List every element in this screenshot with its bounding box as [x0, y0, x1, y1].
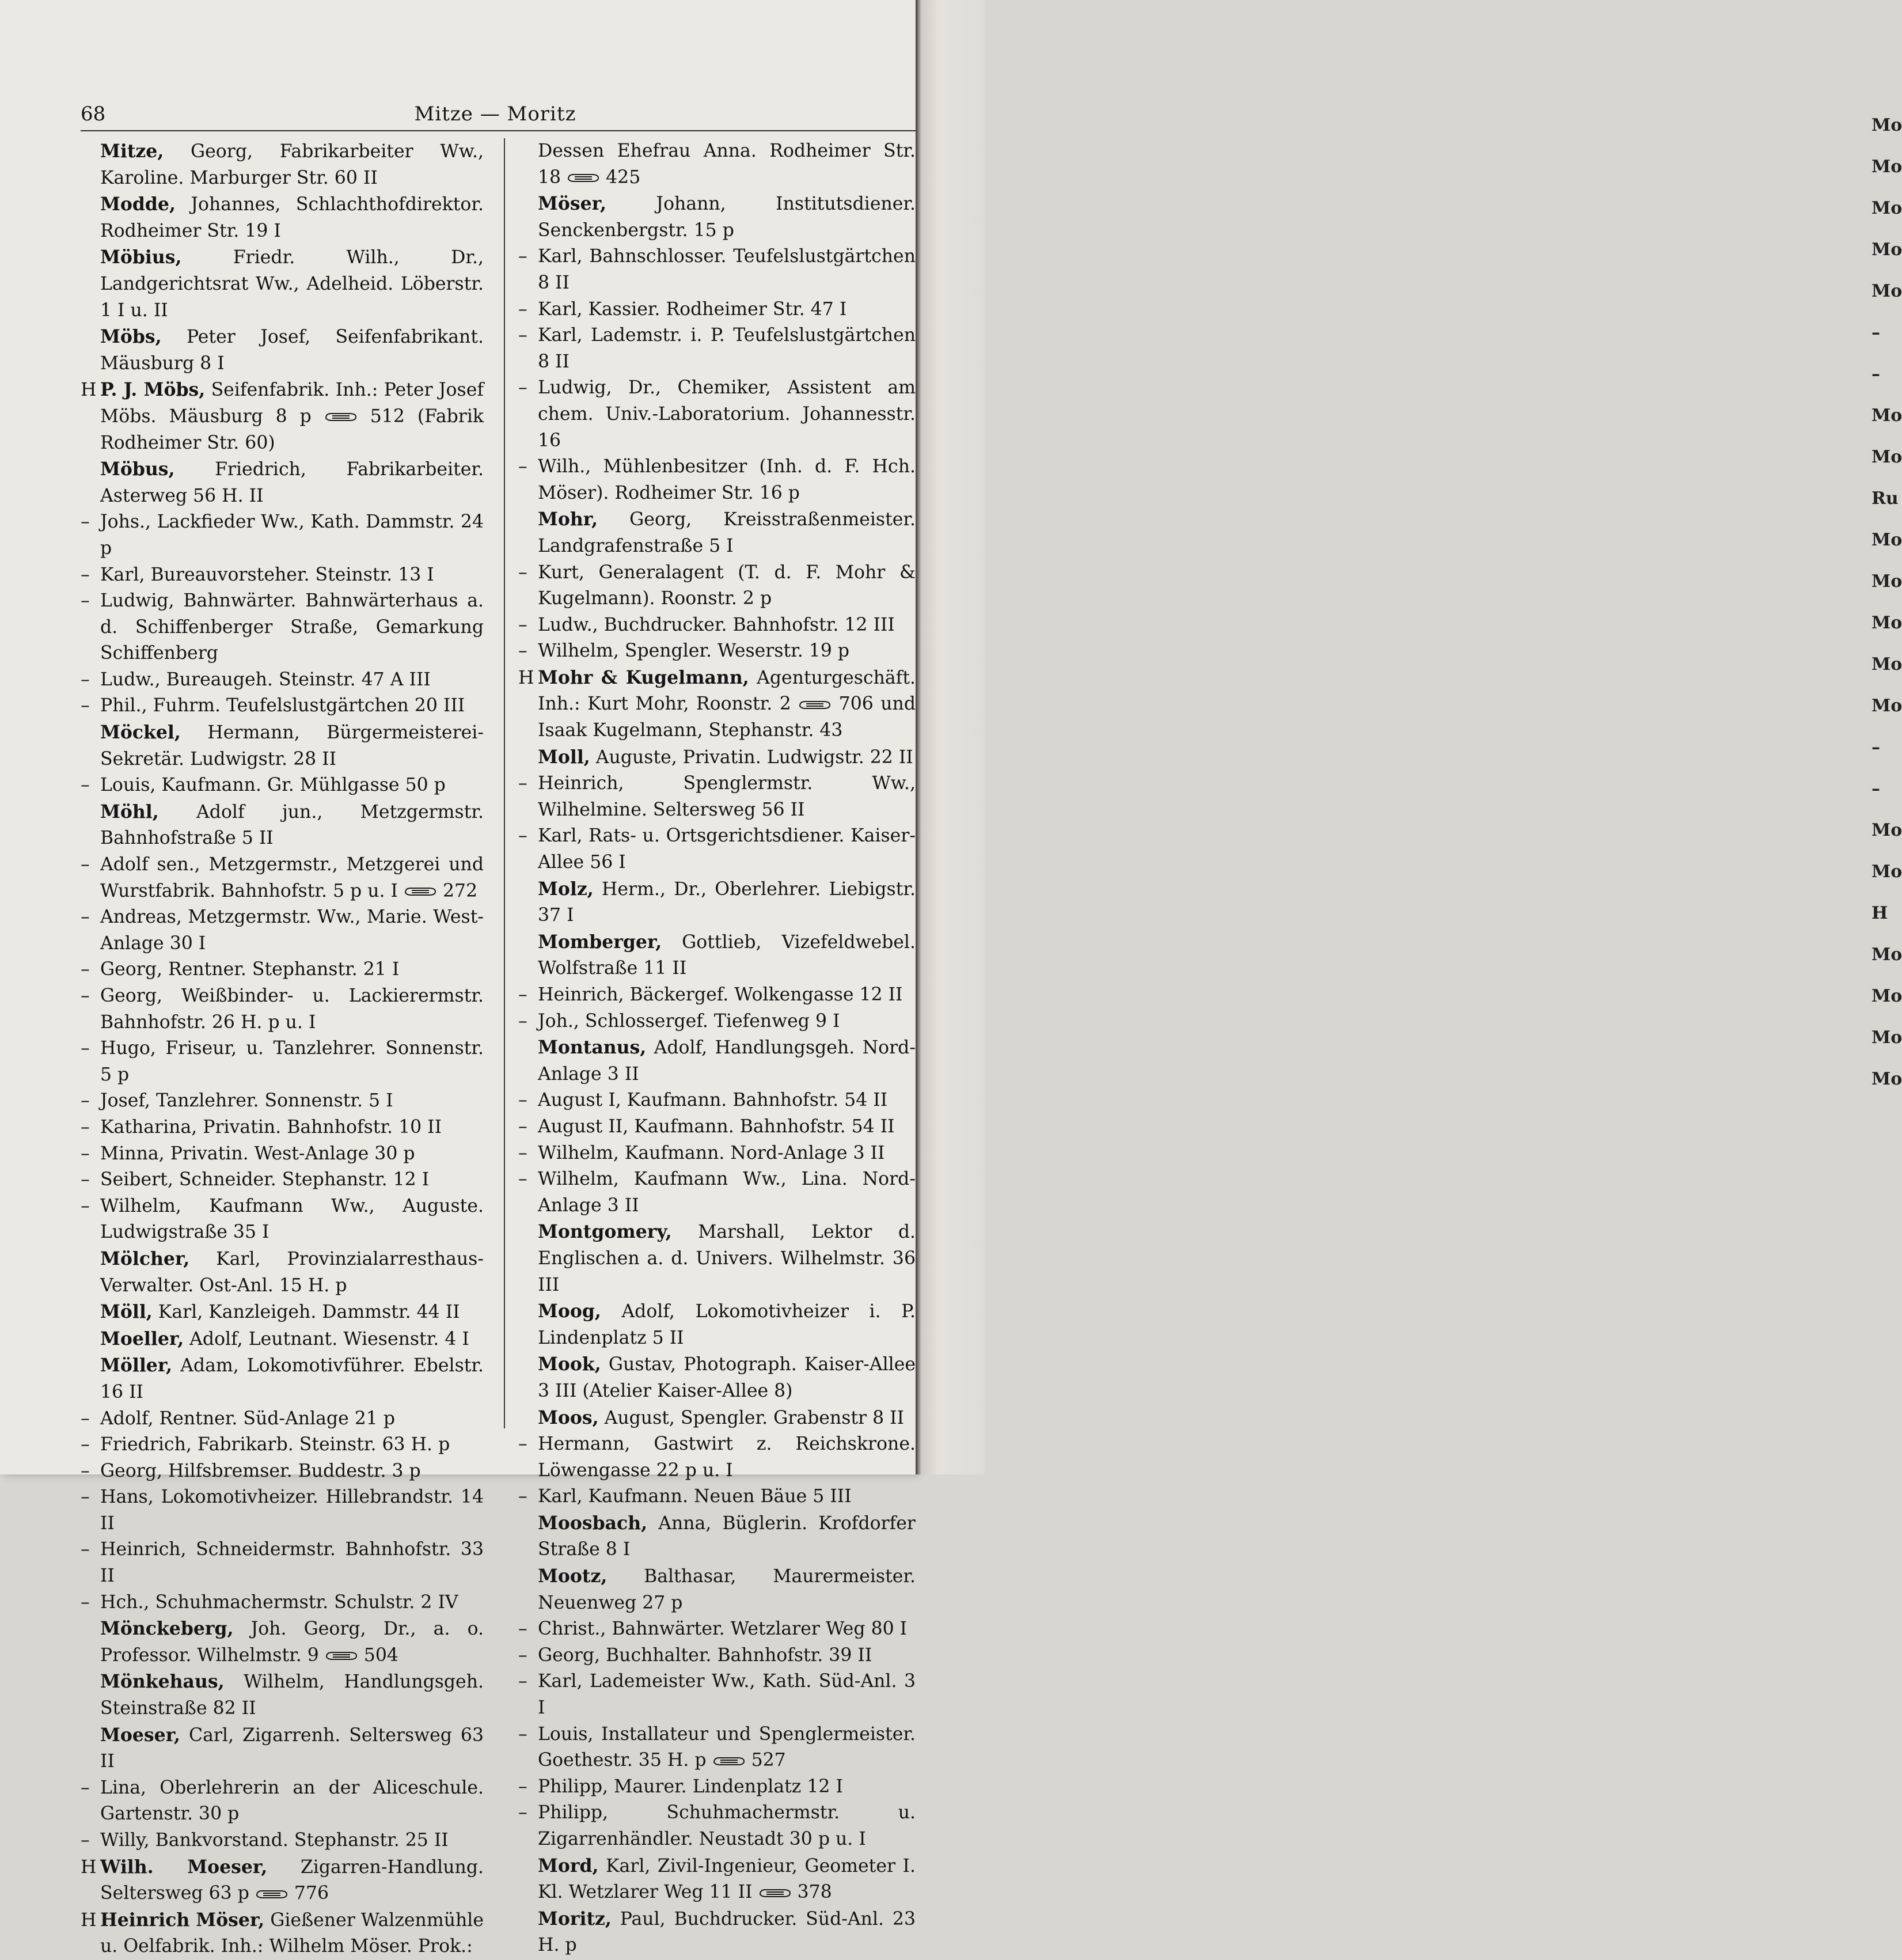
- entry-name: Montanus,: [538, 1037, 647, 1059]
- entry-details-continued: (Fabrik Rodheimer Str. 60): [100, 405, 484, 453]
- entry-details: Georg, Buchhalter. Bahnhofstr. 39 II: [538, 1644, 872, 1666]
- entry-details: Joh., Schlossergef. Tiefenweg 9 I: [538, 1010, 840, 1032]
- entry-details: Auguste, Privatin. Ludwigstr. 22 II: [590, 746, 913, 768]
- entry-name: Moll,: [538, 746, 590, 768]
- entry-marker: H: [81, 1856, 97, 1878]
- adjacent-page-fragment: Mo: [1871, 696, 1902, 716]
- entry-name: Mohr & Kugelmann,: [538, 666, 749, 688]
- entry-details: Hermann, Bürgermeisterei-Sekretär. Ludwigstr. 28 II: [100, 722, 484, 769]
- directory-entry: [518, 1405, 916, 1432]
- entry-details: Christ., Bahnwärter. Wetzlarer Weg 80 I: [538, 1618, 908, 1640]
- entry-details: Lina, Oberlehrerin an der Aliceschule. Gartenstr. 30 p: [100, 1777, 484, 1825]
- entry-details: Kurt, Generalagent (T. d. F. Mohr & Kugelmann). Roonstr. 2 p: [538, 562, 916, 609]
- entry-marker: –: [81, 1434, 90, 1455]
- phone-number: 272: [436, 880, 478, 901]
- entry-marker: –: [518, 1802, 527, 1823]
- entry-details: Adolf, Rentner. Süd-Anlage 21 p: [100, 1408, 396, 1429]
- entry-details: Heinrich, Schneidermstr. Bahnhofstr. 33 II: [100, 1539, 484, 1587]
- entry-marker: –: [518, 640, 527, 662]
- adjacent-page-fragment: Mo: [1871, 820, 1902, 840]
- entry-marker: –: [518, 562, 527, 583]
- entry-details: Ludwig, Dr., Chemiker, Assistent am chem. Univ.-Laboratorium. Johannesstr. 16: [538, 377, 916, 451]
- entry-details: Adolf, Handlungsgeh. Nord-Anlage 3 II: [538, 1037, 916, 1085]
- directory-entry: [81, 772, 484, 799]
- directory-entry: [518, 323, 916, 375]
- adjacent-page-fragment: Mo: [1871, 1069, 1902, 1089]
- entry-marker: –: [518, 456, 527, 477]
- entry-marker: –: [518, 773, 527, 794]
- telephone-icon: [404, 886, 437, 897]
- adjacent-page-fragment: Mo: [1871, 613, 1902, 633]
- directory-entry: [81, 1114, 484, 1141]
- telephone-icon: [325, 1650, 358, 1662]
- entry-details: Balthasar, Maurermeister. Neuenweg 27 p: [538, 1566, 916, 1613]
- entry-name: Mook,: [538, 1354, 601, 1375]
- directory-entry: [81, 1722, 484, 1775]
- entry-details: Minna, Privatin. West-Anlage 30 p: [100, 1143, 415, 1164]
- entry-marker: –: [81, 1195, 90, 1216]
- directory-entry: [518, 297, 916, 323]
- entry-marker: H: [81, 380, 97, 401]
- entry-details: Philipp, Maurer. Lindenplatz 12 I: [538, 1776, 843, 1797]
- entry-details: Katharina, Privatin. Bahnhofstr. 10 II: [100, 1116, 442, 1138]
- entry-details: Friedrich, Fabrikarb. Steinstr. 63 H. p: [100, 1434, 450, 1455]
- directory-entry: [81, 693, 484, 719]
- directory-entry: [81, 1088, 484, 1114]
- entry-marker: –: [81, 1169, 90, 1191]
- entry-details: Adolf, Leutnant. Wiesenstr. 4 I: [184, 1328, 469, 1349]
- entry-details: Louis, Installateur und Spenglermeister. Goethestr. 35 H. p: [538, 1723, 916, 1771]
- entry-marker: –: [518, 246, 527, 267]
- entry-marker: –: [518, 1486, 527, 1507]
- adjacent-page-fragment: Mo: [1871, 240, 1902, 260]
- directory-entry: [81, 1590, 484, 1616]
- entry-details: Seibert, Schneider. Stephanstr. 12 I: [100, 1169, 430, 1191]
- entry-marker: –: [81, 1830, 90, 1851]
- entry-details: August, Spengler. Grabenstr 8 II: [598, 1407, 905, 1428]
- adjacent-page-fragment: Mo: [1871, 986, 1902, 1006]
- entry-marker: –: [81, 907, 90, 928]
- entry-marker: –: [518, 825, 527, 847]
- left-column: [81, 138, 484, 1960]
- entry-details: Johs., Lackfieder Ww., Kath. Dammstr. 24 p: [100, 511, 484, 559]
- entry-details: Georg, Hilfsbremser. Buddestr. 3 p: [100, 1460, 421, 1481]
- entry-marker: –: [518, 325, 527, 346]
- directory-entry: [81, 1854, 484, 1907]
- entry-marker: –: [518, 1723, 527, 1745]
- entry-name: Mitze,: [100, 141, 164, 162]
- entry-name: Möhl,: [100, 801, 159, 822]
- adjacent-page-fragments: [1871, 115, 1900, 1152]
- directory-entry: [518, 1616, 916, 1643]
- telephone-icon: [798, 699, 832, 711]
- directory-entry: [81, 1036, 484, 1088]
- directory-entry: [518, 823, 916, 875]
- directory-entry: [518, 454, 916, 506]
- entry-details: Adolf, Lokomotivheizer i. P. Lindenplatz 5 II: [538, 1301, 916, 1348]
- header-rule: [81, 130, 916, 131]
- entry-details: Josef, Tanzlehrer. Sonnenstr. 5 I: [100, 1090, 393, 1112]
- telephone-icon: [567, 172, 600, 184]
- directory-entry: [81, 1141, 484, 1167]
- directory-entry: [518, 191, 916, 244]
- entry-marker: H: [518, 667, 534, 688]
- entry-marker: –: [518, 1090, 527, 1111]
- entry-name: Moog,: [538, 1301, 601, 1322]
- entry-details: Karl, Lademstr. i. P. Teufelslustgärtchen 8 II: [538, 325, 916, 372]
- entry-details: Wilh., Mühlenbesitzer (Inh. d. F. Hch. Möser). Rodheimer Str. 16 p: [538, 456, 916, 503]
- entry-details: Georg, Fabrikarbeiter Ww., Karoline. Marburger Str. 60 II: [100, 141, 484, 188]
- entry-marker: –: [518, 1618, 527, 1640]
- directory-entry: [518, 665, 916, 744]
- directory-entry: [518, 771, 916, 823]
- entry-name: Moeser,: [100, 1724, 180, 1746]
- entry-details: Georg, Rentner. Stephanstr. 21 I: [100, 959, 400, 980]
- right-column: [518, 138, 916, 1959]
- adjacent-page-fragment: Mo: [1871, 1028, 1902, 1048]
- directory-entry: [518, 1563, 916, 1616]
- telephone-icon: [324, 411, 358, 423]
- entry-details: Adolf sen., Metzgermstr., Metzgerei und Wurstfabrik. Bahnhofstr. 5 p u. I: [100, 854, 484, 901]
- phone-number: 425: [600, 166, 641, 188]
- directory-entry: [518, 1906, 916, 1959]
- phone-number: 378: [791, 1882, 832, 1903]
- directory-entry: [81, 983, 484, 1036]
- directory-entry: [81, 1669, 484, 1722]
- directory-entry: [81, 1246, 484, 1299]
- directory-entry: [518, 612, 916, 639]
- entry-name: Möbs,: [100, 326, 162, 348]
- telephone-icon: [758, 1887, 792, 1899]
- directory-entry: [81, 1484, 484, 1537]
- adjacent-page-fragment: Mo: [1871, 157, 1902, 177]
- adjacent-page-fragment: –: [1871, 323, 1880, 343]
- entry-name: Möckel,: [100, 722, 181, 744]
- entry-marker: –: [518, 1169, 527, 1190]
- entry-details: Adam, Lokomotivführer. Ebelstr. 16 II: [100, 1355, 484, 1402]
- telephone-icon: [712, 1756, 746, 1767]
- entry-details: Karl, Kanzleigeh. Dammstr. 44 II: [152, 1302, 460, 1323]
- entry-details: Hermann, Gastwirt z. Reichskrone. Löwengasse 22 p u. I: [538, 1434, 916, 1481]
- entry-details: Hans, Lokomotivheizer. Hillebrandstr. 14 II: [100, 1487, 484, 1534]
- entry-details: Louis, Kaufmann. Gr. Mühlgasse 50 p: [100, 775, 446, 796]
- entry-marker: –: [81, 1143, 90, 1164]
- entry-marker: –: [81, 1777, 90, 1798]
- directory-entry: [518, 506, 916, 559]
- entry-details-continued: und Isaak Kugelmann, Stephanstr. 43: [538, 693, 916, 741]
- entry-name: Moosbach,: [538, 1512, 648, 1534]
- entry-details: Agenturgeschäft. Inh.: Kurt Mohr, Roonstr. 2: [538, 667, 916, 715]
- directory-entry: [81, 588, 484, 667]
- entry-details: Heinrich, Bäckergef. Wolkengasse 12 II: [538, 984, 903, 1005]
- entry-marker: –: [518, 377, 527, 399]
- entry-details: Hugo, Friseur, u. Tanzlehrer. Sonnenstr. 5 p: [100, 1038, 484, 1085]
- entry-name: Molz,: [538, 878, 594, 900]
- entry-marker: –: [81, 985, 90, 1006]
- directory-entry: [518, 1087, 916, 1114]
- entry-marker: –: [518, 1644, 527, 1666]
- directory-entry: [81, 1775, 484, 1828]
- entry-details: Dessen Ehefrau Anna. Rodheimer Str. 18: [538, 141, 916, 188]
- entry-marker: –: [81, 854, 90, 875]
- entry-marker: –: [81, 775, 90, 796]
- entry-name: Möller,: [100, 1355, 173, 1377]
- adjacent-page-fragment: Mo: [1871, 447, 1902, 467]
- entry-details: Seifenfabrik. Inh.: Peter Josef Möbs. Mäusburg 8 p: [100, 380, 484, 427]
- entry-details: Georg, Weißbinder- u. Lackierermstr. Bahnhofstr. 26 H. p u. I: [100, 985, 484, 1033]
- directory-entry: [518, 1034, 916, 1087]
- entry-name: Heinrich Möser,: [100, 1909, 265, 1931]
- directory-entry: [518, 1140, 916, 1167]
- entry-details: Anna, Büglerin. Krofdorfer Straße 8 I: [538, 1512, 916, 1560]
- entry-name: Mohr,: [538, 509, 598, 530]
- entry-details: Karl, Zivil-Ingenieur, Geometer I. Kl. Wetzlarer Weg 11 II: [538, 1855, 916, 1903]
- directory-entry: [518, 244, 916, 296]
- directory-entry: [518, 1853, 916, 1906]
- entry-details: Karl, Bahnschlosser. Teufelslustgärtchen 8 II: [538, 246, 916, 293]
- directory-entry: [81, 904, 484, 957]
- entry-details: Wilhelm, Handlungsgeh. Steinstraße 82 II: [100, 1671, 484, 1719]
- entry-name: Momberger,: [538, 931, 662, 953]
- entry-marker: –: [81, 1460, 90, 1481]
- entry-name: Mord,: [538, 1855, 599, 1876]
- column-divider: [504, 138, 505, 1428]
- directory-entry: [81, 719, 484, 772]
- directory-entry: [518, 1643, 916, 1669]
- entry-details: Johann, Institutsdiener. Senckenbergstr. 15 p: [538, 194, 916, 241]
- entry-details: Wilhelm, Kaufmann. Nord-Anlage 3 II: [538, 1142, 885, 1163]
- entry-details: Gießener Walzenmühle u. Oelfabrik. Inh.: Wilhelm Möser. Prok.:: [100, 1909, 484, 1957]
- entry-details: August I, Kaufmann. Bahnhofstr. 54 II: [538, 1090, 888, 1111]
- adjacent-page-fragment: Mo: [1871, 115, 1902, 135]
- entry-details: Wilhelm, Kaufmann Ww., Auguste. Ludwigstraße 35 I: [100, 1195, 484, 1243]
- directory-entry: [518, 1219, 916, 1298]
- directory-entry: [81, 957, 484, 983]
- entry-name: Moos,: [538, 1407, 599, 1428]
- entry-details: Friedr. Wilh., Dr., Landgerichtsrat Ww., Adelheid. Löberstr. 1 I u. II: [100, 247, 484, 321]
- phone-number: 512: [357, 405, 405, 427]
- entry-details: Carl, Zigarrenh. Seltersweg 63 II: [100, 1724, 484, 1772]
- adjacent-page-edge: [916, 0, 1902, 1474]
- entry-name: Mönckeberg,: [100, 1618, 234, 1640]
- entry-details: Karl, Rats- u. Ortsgerichtsdiener. Kaiser-Allee 56 I: [538, 825, 916, 873]
- directory-entry: [81, 377, 484, 456]
- entry-marker: –: [81, 669, 90, 690]
- entry-details: Karl, Lademeister Ww., Kath. Süd-Anl. 3 I: [538, 1671, 916, 1719]
- entry-marker: –: [81, 1038, 90, 1059]
- entry-details: Paul, Buchdrucker. Süd-Anl. 23 H. p: [538, 1908, 916, 1956]
- entry-marker: –: [518, 1010, 527, 1032]
- directory-entry: [518, 1510, 916, 1563]
- phone-number: 776: [288, 1883, 329, 1904]
- directory-entry: [81, 562, 484, 589]
- directory-entry: [81, 244, 484, 324]
- directory-entry: [518, 982, 916, 1009]
- entry-details: Karl, Provinzialarresthaus-Verwalter. Ost-Anl. 15 H. p: [100, 1248, 484, 1296]
- entry-details: Peter Josef, Seifenfabrikant. Mäusburg 8 I: [100, 327, 484, 374]
- entry-marker: –: [518, 298, 527, 320]
- entry-details: Philipp, Schuhmachermstr. u. Zigarrenhändler. Neustadt 30 p u. I: [538, 1802, 916, 1849]
- directory-entry: [518, 1009, 916, 1035]
- directory-entry: [518, 1166, 916, 1219]
- entry-details: Johannes, Schlachthofdirektor. Rodheimer Str. 19 I: [100, 194, 484, 241]
- directory-entry: [81, 852, 484, 904]
- adjacent-page-fragment: Mo: [1871, 945, 1902, 965]
- entry-details: Wilhelm, Kaufmann Ww., Lina. Nord-Anlage 3 II: [538, 1169, 916, 1216]
- entry-marker: –: [81, 590, 90, 612]
- page-header: [81, 97, 910, 131]
- entry-marker: –: [518, 1671, 527, 1692]
- entry-details: Phil., Fuhrm. Teufelslustgärtchen 20 III: [100, 695, 465, 716]
- directory-entry: [81, 456, 484, 509]
- directory-entry: [81, 1458, 484, 1485]
- entry-details: Ludw., Bureaugeh. Steinstr. 47 A III: [100, 669, 431, 690]
- entry-details: Heinrich, Spenglermstr. Ww., Wilhelmine. Seltersweg 56 II: [538, 773, 916, 820]
- adjacent-page-fragment: Ru: [1871, 488, 1899, 509]
- running-title: Mitze — Moritz: [414, 103, 576, 126]
- entry-marker: –: [81, 695, 90, 716]
- directory-entry: [518, 876, 916, 929]
- directory-entry: [81, 1537, 484, 1589]
- entry-marker: –: [81, 959, 90, 980]
- entry-name: Möser,: [538, 193, 606, 215]
- entry-marker: –: [518, 1142, 527, 1163]
- entry-details: Gottlieb, Vizefeldwebel. Wolfstraße 11 II: [538, 931, 916, 979]
- directory-entry: [81, 1828, 484, 1854]
- entry-name: P. J. Möbs,: [100, 379, 206, 401]
- directory-entry: [518, 1669, 916, 1721]
- adjacent-page-fragment: –: [1871, 364, 1880, 384]
- entry-name: Mootz,: [538, 1565, 608, 1587]
- directory-entry: [81, 1299, 484, 1326]
- adjacent-page-fragment: –: [1871, 779, 1880, 799]
- directory-entry: [81, 324, 484, 377]
- directory-entry: [81, 1352, 484, 1405]
- entry-name: Moeller,: [100, 1328, 184, 1349]
- directory-entry: [518, 638, 916, 665]
- directory-entry: [518, 1431, 916, 1484]
- entry-marker: –: [518, 1776, 527, 1797]
- entry-details: Zigarren-Handlung. Seltersweg 63 p: [100, 1856, 484, 1904]
- entry-details: Herm., Dr., Oberlehrer. Liebigstr. 37 I: [538, 878, 916, 926]
- entry-details: Gustav, Photograph. Kaiser-Allee 3 III (Atelier Kaiser-Allee 8): [538, 1354, 916, 1401]
- entry-details: Friedrich, Fabrikarbeiter. Asterweg 56 H. II: [100, 459, 484, 506]
- adjacent-page-fragment: Mo: [1871, 530, 1902, 550]
- entry-details: Adolf jun., Metzgermstr. Bahnhofstraße 5 II: [100, 801, 484, 849]
- entry-name: Möll,: [100, 1301, 153, 1323]
- directory-entry: [81, 191, 484, 244]
- telephone-icon: [255, 1889, 288, 1900]
- entry-details: Willy, Bankvorstand. Stephanstr. 25 II: [100, 1830, 449, 1851]
- phone-number: 527: [745, 1750, 786, 1771]
- adjacent-page-fragment: Mo: [1871, 571, 1902, 592]
- directory-entry: [81, 1167, 484, 1193]
- entry-details: Joh. Georg, Dr., a. o. Professor. Wilhelmstr. 9: [100, 1618, 484, 1666]
- entry-details: Wilhelm, Spengler. Weserstr. 19 p: [538, 640, 850, 662]
- directory-entry: [518, 138, 916, 191]
- directory-entry: [81, 1193, 484, 1246]
- entry-name: Moritz,: [538, 1908, 612, 1929]
- entry-name: Montgomery,: [538, 1221, 672, 1243]
- entry-marker: –: [81, 1487, 90, 1508]
- directory-entry: [81, 667, 484, 693]
- entry-details: Ludwig, Bahnwärter. Bahnwärterhaus a. d. Schiffenberger Straße, Gemarkung Schiffenberg: [100, 590, 484, 664]
- entry-name: Mönkehaus,: [100, 1671, 225, 1693]
- entry-name: Möbius,: [100, 247, 182, 268]
- adjacent-page-fragment: Mo: [1871, 198, 1902, 218]
- directory-entry: [518, 1774, 916, 1800]
- entry-marker: –: [81, 564, 90, 585]
- directory-entry: [518, 1484, 916, 1510]
- directory-entry: [518, 1800, 916, 1852]
- directory-page: [0, 0, 916, 1957]
- entry-details: Karl, Bureauvorsteher. Steinstr. 13 I: [100, 564, 434, 585]
- directory-entry: [81, 509, 484, 562]
- directory-entry: [81, 1326, 484, 1353]
- entry-name: Mölcher,: [100, 1248, 190, 1269]
- entry-marker: –: [518, 1116, 527, 1137]
- entry-details: Andreas, Metzgermstr. Ww., Marie. West-Anlage 30 I: [100, 907, 484, 954]
- phone-number: 706: [832, 693, 874, 715]
- entry-marker: –: [81, 1090, 90, 1112]
- entry-details: Hch., Schuhmachermstr. Schulstr. 2 IV: [100, 1591, 458, 1613]
- entry-marker: –: [518, 1434, 527, 1455]
- directory-entry: [518, 929, 916, 982]
- entry-details: Karl, Kaufmann. Neuen Bäue 5 III: [538, 1486, 852, 1507]
- entry-marker: –: [81, 1539, 90, 1560]
- directory-entry: [81, 1616, 484, 1669]
- directory-entry: [518, 744, 916, 771]
- entry-marker: –: [81, 1116, 90, 1138]
- directory-entry: [81, 1432, 484, 1458]
- entry-name: Möbus,: [100, 458, 175, 480]
- entry-details: Ludw., Buchdrucker. Bahnhofstr. 12 III: [538, 614, 895, 635]
- page-number: 68: [81, 103, 106, 126]
- entry-marker: H: [81, 1909, 97, 1931]
- directory-entry: [81, 1406, 484, 1432]
- directory-entry: [518, 1114, 916, 1140]
- entry-details: Marshall, Lektor d. Englischen a. d. Univers. Wilhelmstr. 36 III: [538, 1222, 916, 1295]
- adjacent-page-fragment: –: [1871, 737, 1880, 757]
- entry-marker: –: [81, 1408, 90, 1429]
- entry-details: Karl, Kassier. Rodheimer Str. 47 I: [538, 298, 847, 320]
- entry-marker: –: [81, 1591, 90, 1613]
- adjacent-page-fragment: H: [1871, 903, 1888, 923]
- directory-entry: [518, 1351, 916, 1404]
- entry-name: Modde,: [100, 194, 176, 215]
- directory-entry: [518, 560, 916, 612]
- directory-entry: [81, 138, 484, 191]
- entry-details: Georg, Kreisstraßenmeister. Landgrafenstraße 5 I: [538, 509, 916, 556]
- directory-entry: [81, 799, 484, 852]
- phone-number: 504: [358, 1644, 398, 1666]
- entry-name: Wilh. Moeser,: [100, 1856, 268, 1878]
- directory-entry: [81, 1907, 484, 1960]
- entry-marker: –: [518, 984, 527, 1005]
- adjacent-page-fragment: Mo: [1871, 654, 1902, 674]
- entry-marker: –: [518, 614, 527, 635]
- adjacent-page-fragment: Mo: [1871, 862, 1902, 882]
- directory-entry: [518, 1298, 916, 1351]
- entry-marker: –: [81, 511, 90, 533]
- adjacent-page-fragment: Mo: [1871, 281, 1902, 301]
- adjacent-page-fragment: Mo: [1871, 405, 1902, 426]
- directory-entry: [518, 1722, 916, 1774]
- entry-details: August II, Kaufmann. Bahnhofstr. 54 II: [538, 1116, 895, 1137]
- directory-entry: [518, 375, 916, 454]
